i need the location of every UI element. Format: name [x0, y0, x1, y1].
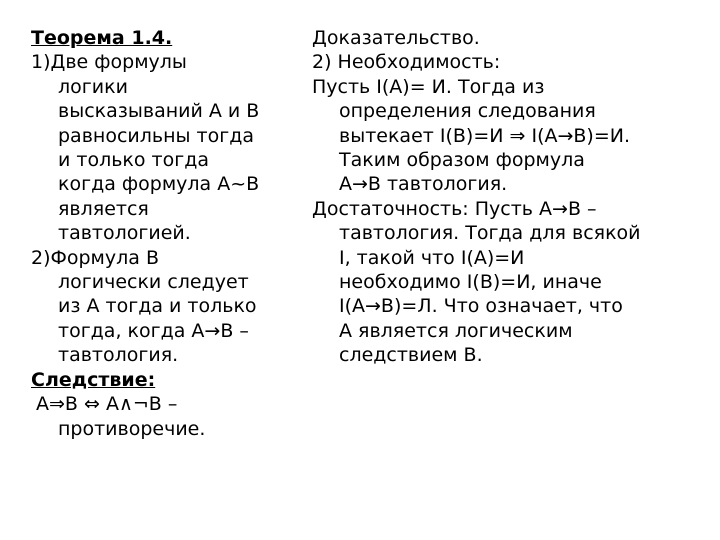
- sufficiency-line: тавтология. Тогда для всякой: [339, 222, 641, 245]
- theorem-item1-line: логики: [58, 75, 128, 98]
- theorem-item2-line: логически следует: [58, 271, 249, 294]
- sufficiency-line: А является логическим: [339, 319, 573, 342]
- corollary-line: противоречие.: [58, 417, 206, 440]
- corollary-title: Следствие:: [31, 368, 156, 391]
- theorem-item1-line: является: [58, 197, 149, 220]
- corollary-line: А⇒В ⇔ А∧¬В –: [36, 393, 178, 416]
- theorem-item1-line: равносильны тогда: [58, 124, 255, 147]
- proof-column: [312, 26, 712, 368]
- theorem-item1-line: 1)Две формулы: [31, 51, 187, 74]
- necessity-line: определения следования: [339, 100, 596, 123]
- theorem-item2-line: из А тогда и только: [58, 295, 257, 318]
- theorem-item2-line: тогда, когда А→В –: [58, 319, 249, 342]
- theorem-column: [31, 26, 293, 441]
- sufficiency-line: следствием В.: [339, 344, 483, 367]
- necessity-line: А→В тавтология.: [339, 173, 508, 196]
- sufficiency-line: необходимо I(В)=И, иначе: [339, 271, 602, 294]
- theorem-item2-line: 2)Формула В: [31, 246, 159, 269]
- necessity-line: вытекает I(В)=И ⇒ I(А→В)=И.: [339, 124, 631, 147]
- necessity-line: Таким образом формула: [339, 149, 585, 172]
- sufficiency-line: Достаточность: Пусть А→В –: [312, 197, 597, 220]
- theorem-title: Теорема 1.4.: [31, 27, 173, 49]
- sufficiency-line: I, такой что I(А)=И: [339, 246, 525, 269]
- necessity-line: Пусть I(А)= И. Тогда из: [312, 75, 545, 98]
- theorem-item1-line: когда формула А~В: [58, 173, 260, 196]
- theorem-item1-line: тавтологией.: [58, 222, 191, 245]
- sufficiency-line: I(А→В)=Л. Что означает, что: [339, 295, 623, 318]
- theorem-item2-line: тавтология.: [58, 344, 179, 367]
- proof-title: Доказательство.: [312, 27, 480, 49]
- theorem-item1-line: и только тогда: [58, 149, 210, 172]
- theorem-item1-line: высказываний А и В: [58, 100, 260, 123]
- necessity-title: 2) Необходимость:: [312, 51, 501, 74]
